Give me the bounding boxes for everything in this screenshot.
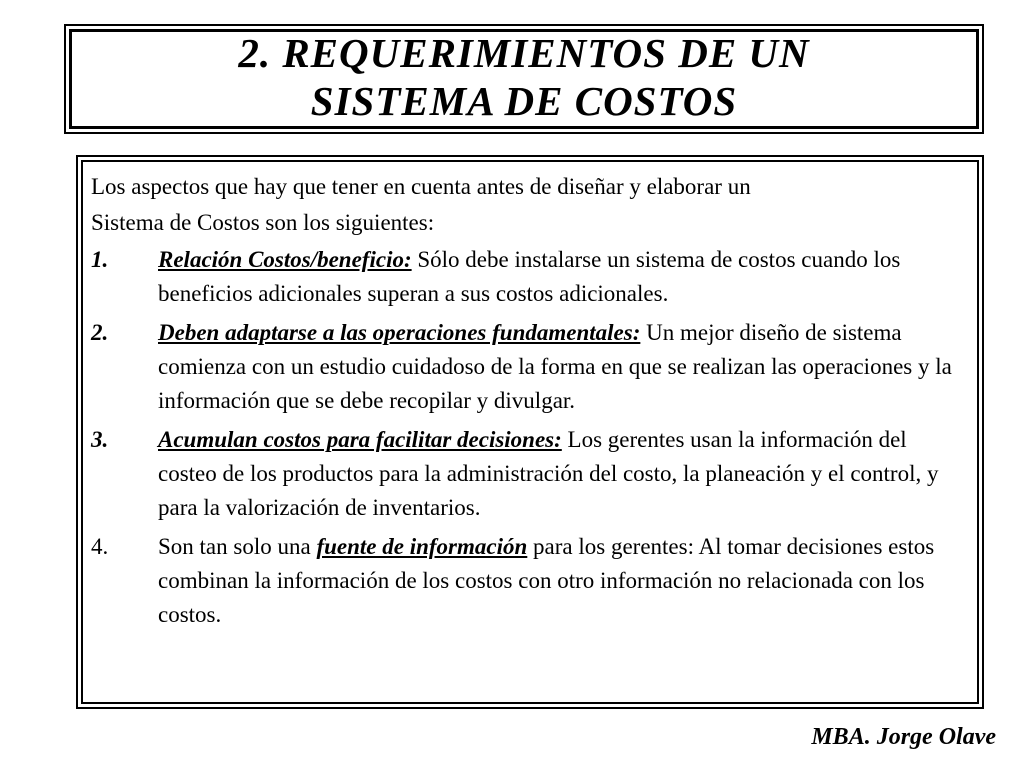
item-text: Sólo debe instalarse un sistema de costos cuando los beneficios adicionales superan a sus costos adicionales. [158,247,901,306]
item-body [158,316,968,418]
item-body [158,530,968,632]
intro-line-2: Sistema de Costos son los siguientes: [91,210,435,235]
item-number: 1. [91,247,109,272]
item-number: 3. [91,427,109,452]
slide-title [238,29,809,125]
requirements-list [91,243,968,632]
item-body [158,423,968,525]
item-heading: Relación Costos/beneficio: [158,247,412,272]
item-heading: Acumulan costos para facilitar decisiones: [158,427,562,452]
item-text-after: para los gerentes: Al tomar decisiones estos combinan la información de los costos con otro información no relacionada con los costos. [158,534,935,627]
content-box [76,155,984,709]
item-body [158,243,968,311]
title-line-1: 2. REQUERIMIENTOS DE UN [238,30,810,76]
item-number: 2. [91,320,109,345]
item-text-before: Son tan solo una [158,534,317,559]
item-number: 4. [91,534,109,559]
list-item-2 [91,316,968,418]
list-item-4 [91,530,968,632]
intro-line-1: Los aspectos que hay que tener en cuenta antes de diseñar y elaborar un [91,174,751,199]
intro-paragraph [91,169,968,241]
item-heading: Deben adaptarse a las operaciones fundamentales: [158,320,641,345]
item-emphasis: fuente de información [316,534,528,559]
item-text: Los gerentes usan la información del costeo de los productos para la administración del costo, la planeación y el control, y para la valorización de inventarios. [158,427,939,520]
list-item-1 [91,243,968,311]
footer-author: MBA. Jorge Olave [811,724,996,750]
title-line-2: SISTEMA DE COSTOS [310,78,738,124]
list-item-3 [91,423,968,525]
item-text: Un mejor diseño de sistema comienza con un estudio cuidadoso de la forma en que se realizan las operaciones y la información que se debe recopilar y divulgar. [158,320,952,413]
title-box [64,24,984,134]
